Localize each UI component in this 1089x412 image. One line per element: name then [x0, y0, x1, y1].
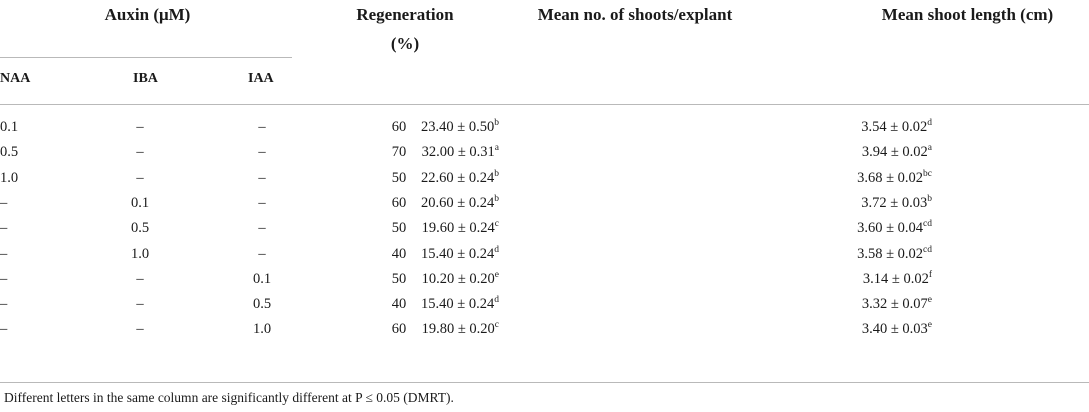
cell-shoots [421, 296, 499, 313]
cell-iaa: – [258, 119, 266, 135]
cell-length [863, 271, 932, 288]
cell-length-letter: e [927, 320, 932, 331]
cell-length-letter: d [927, 118, 932, 129]
cell-shoots [421, 195, 499, 212]
cell-length-value: 3.54 ± 0.02 [861, 119, 928, 135]
cell-length-value: 3.94 ± 0.02 [861, 144, 928, 161]
cell-length-letter: cd [923, 244, 932, 255]
cell-length-value: 3.32 ± 0.07 [861, 296, 928, 313]
cell-regeneration: 60 [391, 119, 407, 135]
cell-iaa: – [258, 220, 266, 237]
cell-iaa: – [258, 169, 266, 186]
cell-shoots-letter: c [494, 219, 499, 230]
cell-iba: 1.0 [130, 245, 150, 262]
cell-naa: 0.1 [0, 119, 19, 135]
cell-length-value: 3.72 ± 0.03 [861, 194, 928, 211]
cell-shoots-value: 32.00 ± 0.31 [421, 144, 495, 161]
header-auxin: Auxin (μM) [104, 5, 191, 24]
cell-shoots-letter: a [494, 143, 499, 154]
cell-length-value: 3.58 ± 0.02 [857, 245, 924, 262]
cell-length [861, 195, 932, 212]
cell-iaa: – [258, 194, 266, 211]
cell-length [862, 321, 932, 338]
cell-length-value: 3.40 ± 0.03 [861, 321, 928, 338]
cell-shoots [421, 170, 499, 187]
cell-regeneration: 40 [391, 296, 407, 313]
cell-length [862, 296, 932, 313]
cell-iba: – [136, 169, 144, 186]
cell-regeneration: 60 [391, 321, 407, 338]
cell-naa: – [0, 245, 8, 262]
cell-regeneration: 70 [391, 144, 407, 161]
cell-length-letter: f [928, 269, 932, 280]
cell-naa: 1.0 [0, 169, 19, 186]
cell-length [857, 170, 932, 187]
header-iba: IBA [133, 71, 158, 86]
header-shoots: Mean no. of shoots/explant [537, 5, 733, 24]
header-rule [0, 104, 1089, 105]
table-bottom-rule [0, 382, 1089, 383]
cell-iaa: – [258, 144, 266, 161]
cell-iba: – [136, 144, 144, 161]
cell-iaa: 1.0 [252, 321, 272, 338]
footnote: Different letters in the same column are significantly different at P ≤ 0.05 (DMRT). [4, 390, 454, 405]
header-naa: NAA [0, 71, 31, 86]
cell-shoots [421, 246, 499, 263]
cell-length-letter: bc [923, 168, 932, 179]
cell-shoots-value: 23.40 ± 0.50 [421, 119, 495, 135]
cell-shoots-value: 15.40 ± 0.24 [421, 245, 495, 262]
cell-shoots-letter: c [494, 320, 499, 331]
cell-shoots [422, 220, 499, 237]
cell-iba: – [136, 321, 144, 338]
cell-regeneration: 40 [391, 245, 407, 262]
cell-length [857, 246, 932, 263]
cell-length [861, 119, 932, 136]
cell-shoots-value: 19.60 ± 0.24 [421, 220, 495, 237]
cell-shoots [422, 321, 499, 338]
header-length: Mean shoot length (cm) [881, 5, 1054, 24]
cell-regeneration: 50 [391, 270, 407, 287]
cell-shoots [421, 119, 499, 136]
cell-iaa: 0.5 [252, 296, 272, 313]
cell-naa: – [0, 321, 8, 338]
cell-iba: – [136, 296, 144, 313]
cell-shoots-letter: b [494, 168, 499, 179]
cell-naa: 0.5 [0, 144, 19, 161]
cell-length-value: 3.60 ± 0.04 [857, 220, 924, 237]
cell-regeneration: 50 [391, 169, 407, 186]
header-regeneration [340, 0, 470, 58]
header-iaa: IAA [248, 71, 274, 86]
cell-naa: – [0, 270, 8, 287]
cell-shoots-letter: d [494, 244, 499, 255]
cell-regeneration: 50 [391, 220, 407, 237]
cell-shoots-letter: d [494, 295, 499, 306]
auxin-underline [0, 57, 292, 58]
cell-naa: – [0, 194, 8, 211]
cell-regeneration: 60 [391, 194, 407, 211]
cell-shoots [422, 271, 499, 288]
cell-naa: – [0, 296, 8, 313]
cell-length-value: 3.68 ± 0.02 [857, 169, 924, 186]
cell-length-letter: b [927, 194, 932, 205]
cell-length-value: 3.14 ± 0.02 [862, 270, 929, 287]
cell-length-letter: cd [923, 219, 932, 230]
cell-shoots-value: 10.20 ± 0.20 [421, 270, 495, 287]
cell-shoots-value: 22.60 ± 0.24 [421, 169, 495, 186]
cell-length [857, 220, 932, 237]
cell-shoots-value: 19.80 ± 0.20 [421, 321, 495, 338]
cell-shoots [422, 144, 499, 161]
cell-iaa: 0.1 [252, 270, 272, 287]
cell-iba: – [136, 270, 144, 287]
cell-iba: 0.5 [130, 220, 150, 237]
cell-naa: – [0, 220, 8, 237]
cell-length [862, 144, 932, 161]
header-regeneration-line1: Regeneration [356, 5, 454, 24]
cell-iba: – [136, 119, 144, 135]
cell-shoots-letter: b [494, 194, 499, 205]
cell-shoots-letter: b [494, 118, 499, 129]
cell-shoots-letter: e [494, 269, 499, 280]
cell-shoots-value: 15.40 ± 0.24 [421, 296, 495, 313]
header-regeneration-line2: (%) [390, 34, 420, 53]
cell-shoots-value: 20.60 ± 0.24 [421, 194, 495, 211]
cell-length-letter: e [927, 295, 932, 306]
cell-iaa: – [258, 245, 266, 262]
cell-length-letter: a [927, 143, 932, 154]
cell-iba: 0.1 [130, 194, 150, 211]
